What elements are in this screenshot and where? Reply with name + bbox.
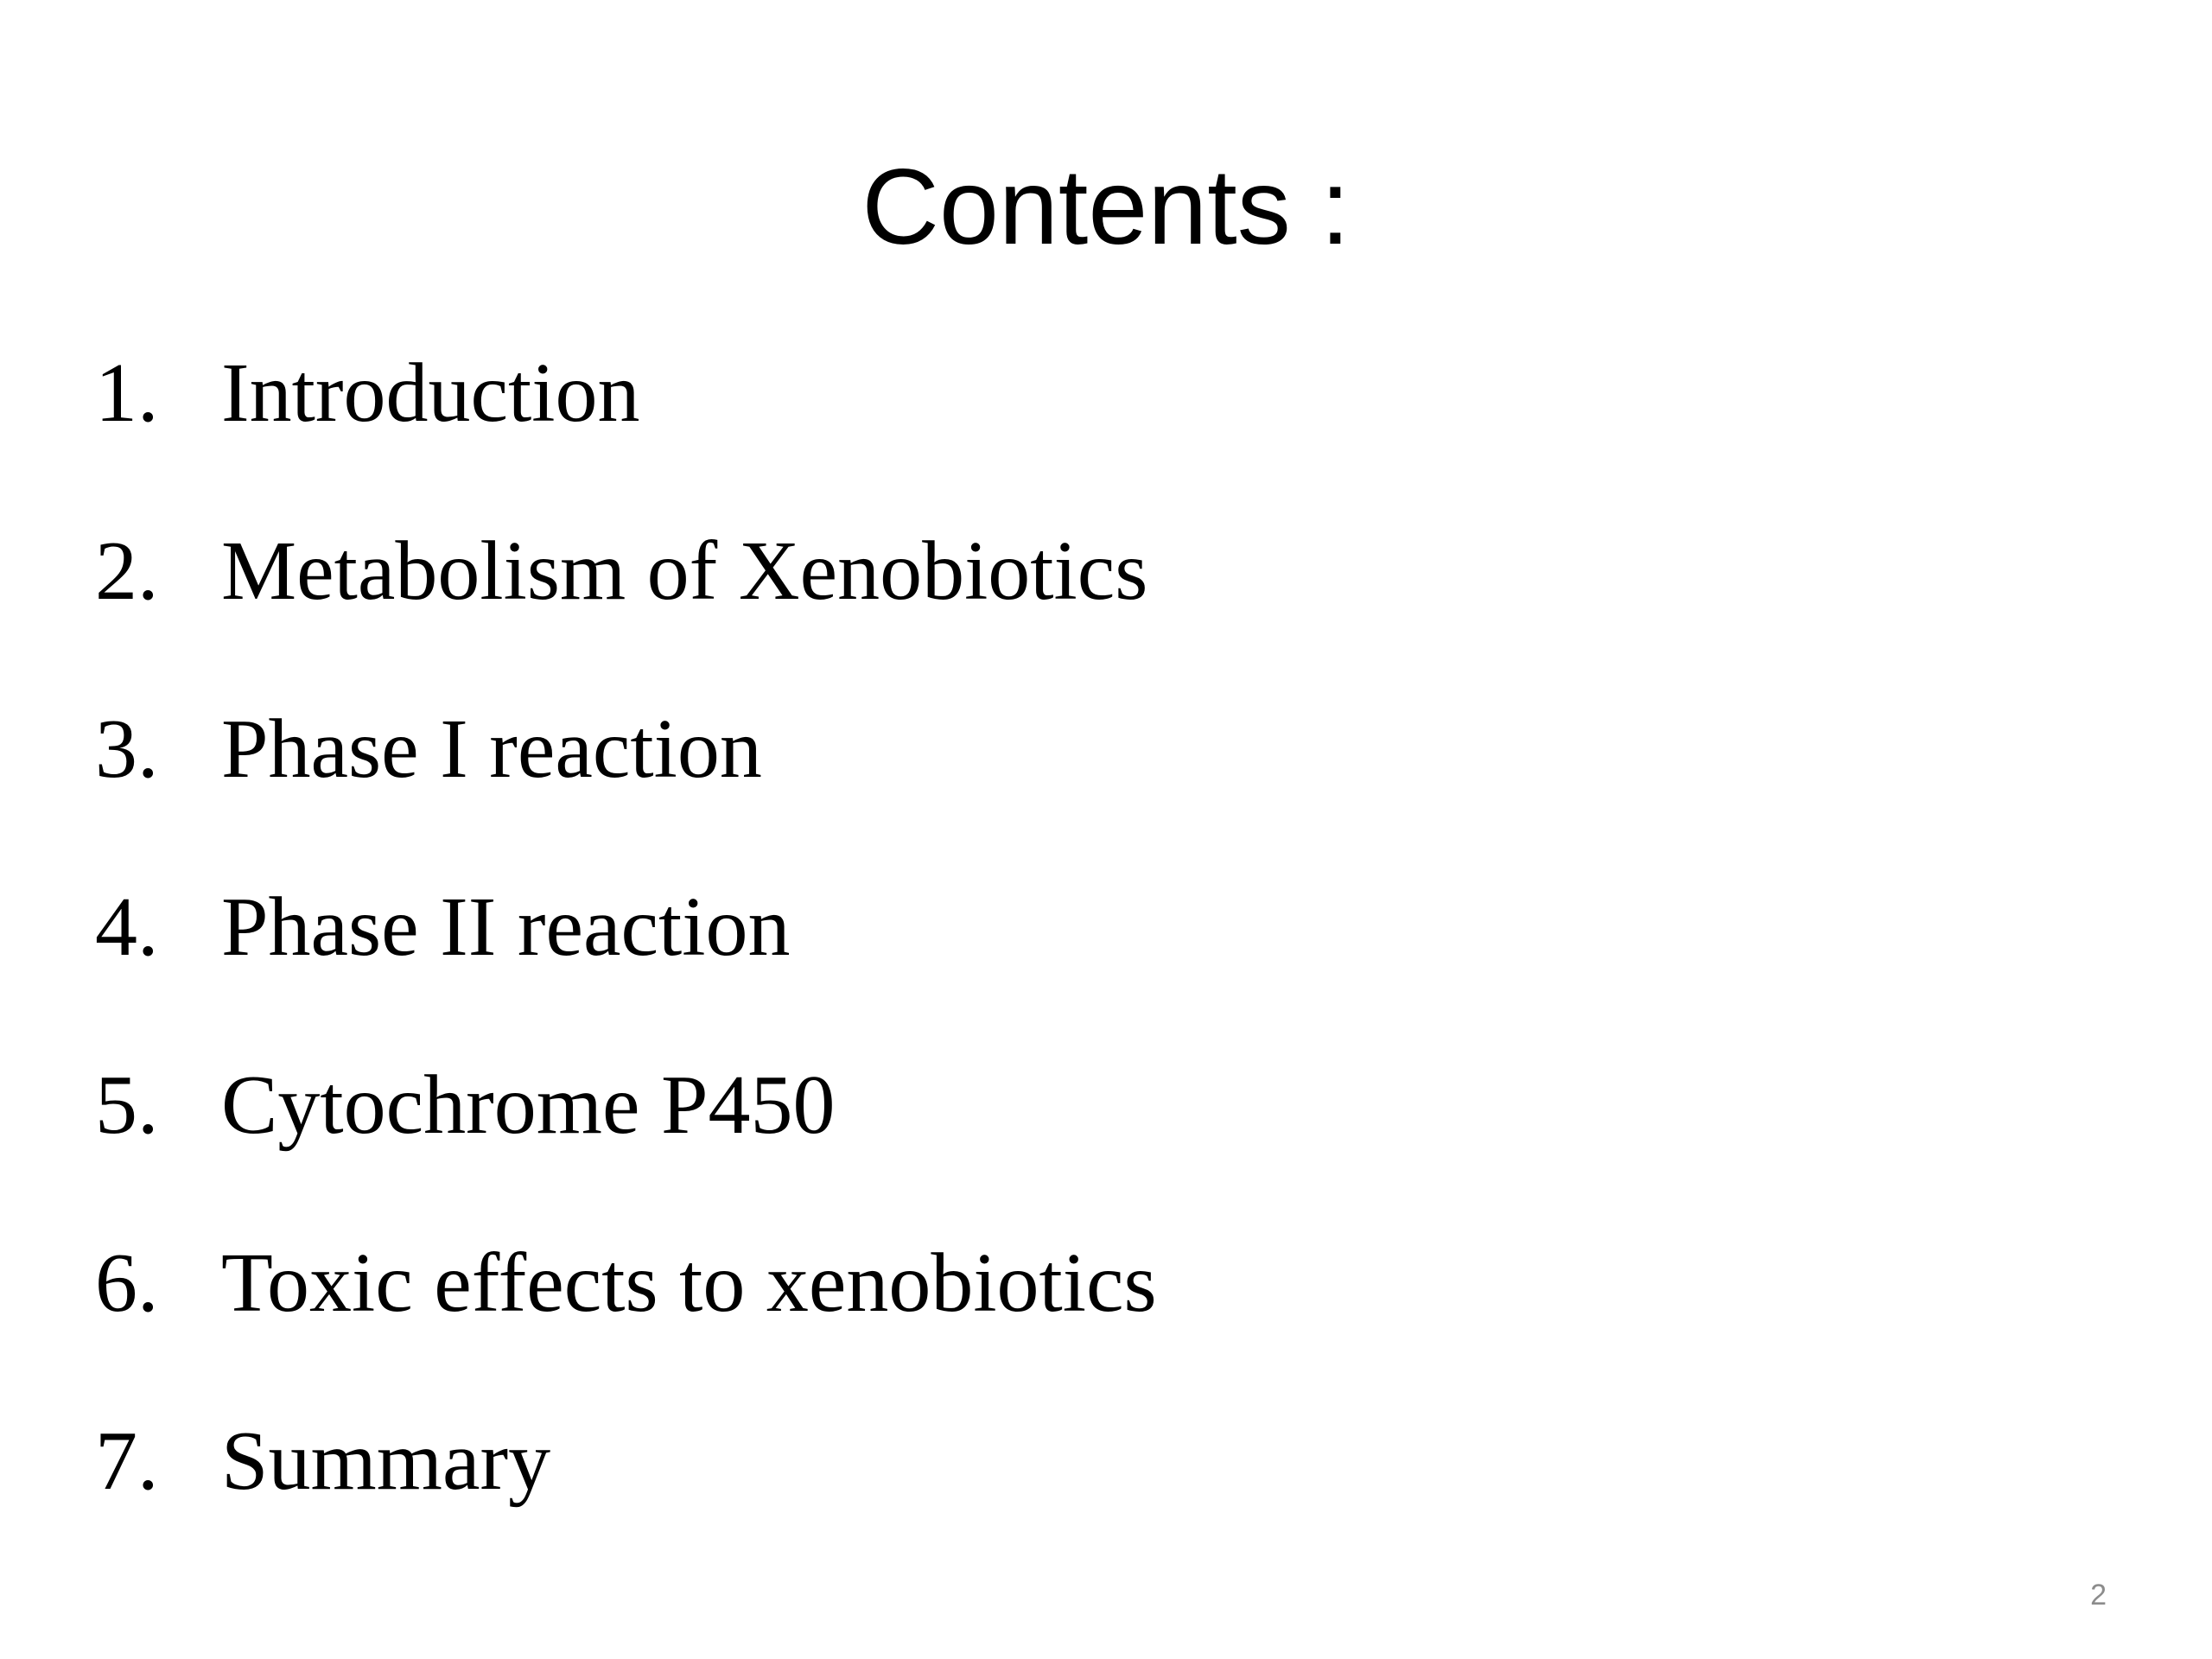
list-item [95,702,1157,880]
item-label: Phase I reaction [221,702,762,796]
item-number: 3. [95,702,159,796]
item-number: 2. [95,524,159,618]
item-number: 5. [95,1058,159,1152]
list-item [95,1236,1157,1414]
item-number: 7. [95,1414,159,1508]
item-label: Cytochrome P450 [221,1058,836,1152]
list-item [95,524,1157,702]
contents-list [95,346,1157,1592]
item-label: Summary [221,1414,551,1508]
item-number: 6. [95,1236,159,1330]
slide-title: Contents : [861,148,1351,267]
list-item [95,880,1157,1058]
list-item [95,346,1157,524]
item-label: Toxic effects to xenobiotics [221,1236,1157,1330]
item-label: Introduction [221,346,640,440]
item-label: Phase II reaction [221,880,791,974]
list-item [95,1058,1157,1236]
item-number: 4. [95,880,159,974]
list-item [95,1414,1157,1592]
page-number: 2 [2090,1579,2107,1611]
item-number: 1. [95,346,159,440]
item-label: Metabolism of Xenobiotics [221,524,1148,618]
